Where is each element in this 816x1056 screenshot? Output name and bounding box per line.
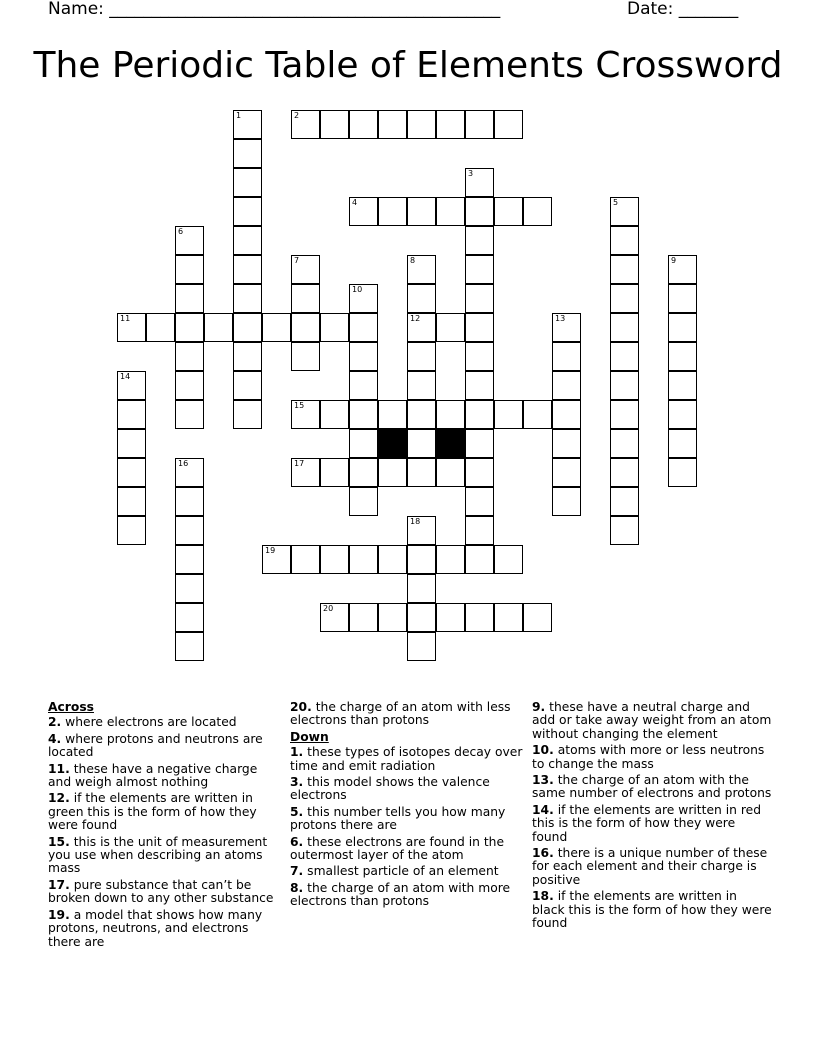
clue-number-label: 15. <box>48 834 70 849</box>
grid-cell[interactable] <box>320 313 349 342</box>
clues-column-3 <box>532 701 772 934</box>
clue-item <box>532 890 772 930</box>
clue-number-label: 18. <box>532 889 554 904</box>
clue-item <box>532 804 772 844</box>
grid-cell[interactable] <box>494 197 523 226</box>
grid-cell[interactable] <box>465 313 494 342</box>
grid-cell[interactable] <box>407 632 436 661</box>
grid-cell[interactable] <box>610 342 639 371</box>
grid-cell[interactable] <box>175 226 204 255</box>
grid-cell[interactable] <box>494 603 523 632</box>
grid-cell[interactable] <box>407 400 436 429</box>
clue-item <box>48 909 282 949</box>
clue-item <box>532 744 772 771</box>
grid-cell[interactable] <box>465 255 494 284</box>
grid-cell[interactable] <box>407 574 436 603</box>
clue-text: atoms with more or less neutrons to change the mass <box>532 743 765 771</box>
clue-text: if the elements are written in red this is the form of how they were found <box>532 802 761 844</box>
grid-cell[interactable] <box>233 284 262 313</box>
grid-cell[interactable] <box>349 603 378 632</box>
clue-text: smallest particle of an element <box>307 864 499 879</box>
black-cell <box>378 429 407 458</box>
grid-cell[interactable] <box>349 400 378 429</box>
clue-text: these electrons are found in the outermost layer of the atom <box>290 834 505 863</box>
grid-cell[interactable] <box>349 342 378 371</box>
grid-cell[interactable] <box>465 458 494 487</box>
clue-number: 7 <box>294 256 300 265</box>
grid-cell[interactable] <box>465 400 494 429</box>
grid-cell[interactable] <box>407 429 436 458</box>
grid-cell[interactable] <box>407 371 436 400</box>
clue-number: 13 <box>555 314 566 323</box>
grid-cell[interactable] <box>668 371 697 400</box>
grid-cell[interactable] <box>407 545 436 574</box>
grid-cell[interactable] <box>378 545 407 574</box>
grid-cell[interactable] <box>436 545 465 574</box>
clue-text: these have a neutral charge and add or take away weight from an atom without changing the element <box>532 700 772 741</box>
grid-cell[interactable] <box>610 284 639 313</box>
grid-cell[interactable] <box>465 603 494 632</box>
clue-number-label: 3. <box>290 775 304 790</box>
clue-number-label: 7. <box>290 864 304 879</box>
down-clue-list-continued <box>532 701 772 931</box>
grid-cell[interactable] <box>117 371 146 400</box>
clue-item <box>48 879 282 906</box>
grid-cell[interactable] <box>610 313 639 342</box>
grid-cell[interactable] <box>465 545 494 574</box>
grid-cell[interactable] <box>465 429 494 458</box>
clue-number-label: 14. <box>532 802 554 817</box>
grid-cell[interactable] <box>523 603 552 632</box>
grid-cell[interactable] <box>291 545 320 574</box>
clue-item <box>48 733 282 760</box>
grid-cell[interactable] <box>175 632 204 661</box>
grid-cell[interactable] <box>436 197 465 226</box>
grid-cell[interactable] <box>610 226 639 255</box>
across-clue-list <box>48 716 282 949</box>
grid-cell[interactable] <box>378 110 407 139</box>
clue-text: if the elements are written in green this is the form of how they were found <box>48 791 257 833</box>
grid-cell[interactable] <box>610 429 639 458</box>
grid-cell[interactable] <box>494 110 523 139</box>
clue-number: 6 <box>178 227 184 236</box>
clue-number: 4 <box>352 198 358 207</box>
grid-cell[interactable] <box>349 458 378 487</box>
grid-cell[interactable] <box>175 400 204 429</box>
clue-number-label: 12. <box>48 791 70 806</box>
grid-cell[interactable] <box>175 342 204 371</box>
grid-cell[interactable] <box>262 313 291 342</box>
grid-cell[interactable] <box>117 458 146 487</box>
grid-cell[interactable] <box>175 603 204 632</box>
clue-text: these have a negative charge and weigh almost nothing <box>48 761 258 790</box>
grid-cell[interactable] <box>494 400 523 429</box>
grid-cell[interactable] <box>668 313 697 342</box>
grid-cell[interactable] <box>117 516 146 545</box>
grid-cell[interactable] <box>465 516 494 545</box>
clue-item <box>532 701 772 741</box>
grid-cell[interactable] <box>523 197 552 226</box>
grid-cell[interactable] <box>668 400 697 429</box>
grid-cell[interactable] <box>320 110 349 139</box>
grid-cell[interactable] <box>146 313 175 342</box>
clue-item <box>48 716 282 729</box>
down-clue-list <box>290 746 524 908</box>
grid-cell[interactable] <box>291 255 320 284</box>
date-field-label: Date: _______ <box>627 0 739 19</box>
clue-text: if the elements are written in black this is the form of how they were found <box>532 889 772 931</box>
clue-item <box>290 806 524 833</box>
clue-text: this model shows the valence electrons <box>290 775 490 803</box>
clue-item <box>290 882 524 909</box>
across-clue-list-continued <box>290 701 524 728</box>
clue-number: 19 <box>265 546 276 555</box>
grid-cell[interactable] <box>291 284 320 313</box>
grid-cell[interactable] <box>233 197 262 226</box>
grid-cell[interactable] <box>668 255 697 284</box>
clue-number: 12 <box>410 314 421 323</box>
grid-cell[interactable] <box>436 400 465 429</box>
clue-number-label: 11. <box>48 761 70 776</box>
grid-cell[interactable] <box>610 197 639 226</box>
grid-cell[interactable] <box>233 139 262 168</box>
grid-cell[interactable] <box>407 284 436 313</box>
clue-number: 2 <box>294 111 300 120</box>
grid-cell[interactable] <box>175 487 204 516</box>
page-title: The Periodic Table of Elements Crossword <box>33 45 783 86</box>
grid-cell[interactable] <box>175 284 204 313</box>
down-heading: Down <box>290 729 329 744</box>
grid-cell[interactable] <box>233 168 262 197</box>
grid-cell[interactable] <box>465 342 494 371</box>
grid-cell[interactable] <box>291 313 320 342</box>
clue-item <box>532 774 772 801</box>
clue-item <box>290 865 524 878</box>
clue-number: 20 <box>323 604 334 613</box>
clue-number-label: 2. <box>48 715 62 730</box>
clue-item <box>48 792 282 832</box>
clue-number-label: 19. <box>48 907 70 922</box>
grid-cell[interactable] <box>175 574 204 603</box>
clue-text: this number tells you how many protons there are <box>290 804 506 833</box>
grid-cell[interactable] <box>291 400 320 429</box>
grid-cell[interactable] <box>436 458 465 487</box>
clue-number: 1 <box>236 111 242 120</box>
grid-cell[interactable] <box>465 487 494 516</box>
grid-cell[interactable] <box>552 400 581 429</box>
grid-cell[interactable] <box>552 371 581 400</box>
grid-cell[interactable] <box>349 487 378 516</box>
grid-cell[interactable] <box>610 400 639 429</box>
clue-number: 17 <box>294 459 305 468</box>
grid-cell[interactable] <box>610 516 639 545</box>
grid-cell[interactable] <box>175 516 204 545</box>
grid-cell[interactable] <box>465 197 494 226</box>
grid-cell[interactable] <box>610 371 639 400</box>
grid-cell[interactable] <box>175 255 204 284</box>
clue-number: 10 <box>352 285 363 294</box>
across-heading: Across <box>48 700 94 714</box>
grid-cell[interactable] <box>378 197 407 226</box>
clue-number-label: 17. <box>48 877 70 892</box>
clue-text: a model that shows how many protons, neutrons, and electrons there are <box>48 907 263 949</box>
grid-cell[interactable] <box>552 429 581 458</box>
grid-cell[interactable] <box>436 603 465 632</box>
grid-cell[interactable] <box>320 458 349 487</box>
grid-cell[interactable] <box>465 371 494 400</box>
grid-cell[interactable] <box>552 342 581 371</box>
clue-text: the charge of an atom with less electrons than protons <box>290 700 511 728</box>
grid-cell[interactable] <box>610 255 639 284</box>
grid-cell[interactable] <box>436 110 465 139</box>
grid-cell[interactable] <box>407 516 436 545</box>
grid-cell[interactable] <box>407 603 436 632</box>
clue-number-label: 8. <box>290 880 304 895</box>
clue-item <box>48 763 282 790</box>
grid-cell[interactable] <box>465 226 494 255</box>
grid-cell[interactable] <box>378 603 407 632</box>
grid-cell[interactable] <box>407 342 436 371</box>
grid-cell[interactable] <box>291 110 320 139</box>
grid-cell[interactable] <box>668 429 697 458</box>
grid-cell[interactable] <box>233 255 262 284</box>
grid-cell[interactable] <box>175 371 204 400</box>
grid-cell[interactable] <box>117 487 146 516</box>
clue-item <box>48 836 282 876</box>
clue-number-label: 4. <box>48 731 62 746</box>
clue-number: 8 <box>410 256 416 265</box>
grid-cell[interactable] <box>349 371 378 400</box>
grid-cell[interactable] <box>349 110 378 139</box>
grid-cell[interactable] <box>291 458 320 487</box>
grid-cell[interactable] <box>407 255 436 284</box>
grid-cell[interactable] <box>436 313 465 342</box>
grid-cell[interactable] <box>610 487 639 516</box>
grid-cell[interactable] <box>233 226 262 255</box>
grid-cell[interactable] <box>349 313 378 342</box>
grid-cell[interactable] <box>320 545 349 574</box>
black-cell <box>436 429 465 458</box>
grid-cell[interactable] <box>552 313 581 342</box>
grid-cell[interactable] <box>407 197 436 226</box>
grid-cell[interactable] <box>117 429 146 458</box>
grid-cell[interactable] <box>465 168 494 197</box>
clue-number-label: 9. <box>532 700 546 714</box>
clue-text: pure substance that can’t be broken down to any other substance <box>48 877 274 906</box>
grid-cell[interactable] <box>175 458 204 487</box>
grid-cell[interactable] <box>233 313 262 342</box>
clue-number: 18 <box>410 517 421 526</box>
grid-cell[interactable] <box>320 400 349 429</box>
grid-cell[interactable] <box>523 400 552 429</box>
clue-number-label: 10. <box>532 743 554 758</box>
grid-cell[interactable] <box>668 458 697 487</box>
clue-text: where protons and neutrons are located <box>48 731 263 760</box>
grid-cell[interactable] <box>610 458 639 487</box>
grid-cell[interactable] <box>668 342 697 371</box>
clue-number: 5 <box>613 198 619 207</box>
clue-number: 3 <box>468 169 474 178</box>
grid-cell[interactable] <box>349 197 378 226</box>
grid-cell[interactable] <box>233 371 262 400</box>
clues-column-2 <box>290 701 524 912</box>
grid-cell[interactable] <box>117 400 146 429</box>
grid-cell[interactable] <box>668 284 697 313</box>
grid-cell[interactable] <box>407 110 436 139</box>
clue-number-label: 5. <box>290 804 304 819</box>
grid-cell[interactable] <box>204 313 233 342</box>
name-field-label: Name: ______________________________________________ <box>48 0 501 19</box>
grid-cell[interactable] <box>465 284 494 313</box>
clue-item <box>290 746 524 773</box>
clue-text: where electrons are located <box>65 715 237 730</box>
clue-number-label: 1. <box>290 745 304 760</box>
clue-item <box>290 836 524 863</box>
grid-cell[interactable] <box>378 400 407 429</box>
clue-number: 14 <box>120 372 131 381</box>
grid-cell[interactable] <box>175 313 204 342</box>
grid-cell[interactable] <box>552 487 581 516</box>
clue-number: 11 <box>120 314 131 323</box>
clue-text: the charge of an atom with the same number of electrons and protons <box>532 773 772 801</box>
clue-number: 9 <box>671 256 677 265</box>
clue-text: this is the unit of measurement you use when describing an atoms mass <box>48 834 268 876</box>
clue-number-label: 20. <box>290 700 312 714</box>
clue-number-label: 13. <box>532 773 554 788</box>
clue-item <box>532 847 772 887</box>
clue-number-label: 6. <box>290 834 304 849</box>
clue-number: 16 <box>178 459 189 468</box>
grid-cell[interactable] <box>407 458 436 487</box>
grid-cell[interactable] <box>320 603 349 632</box>
clue-text: there is a unique number of these for each element and their charge is positive <box>532 846 768 887</box>
clues-column-1 <box>48 701 282 952</box>
clue-number-label: 16. <box>532 846 554 861</box>
grid-cell[interactable] <box>262 545 291 574</box>
grid-cell[interactable] <box>349 284 378 313</box>
grid-cell[interactable] <box>233 342 262 371</box>
grid-cell[interactable] <box>349 429 378 458</box>
grid-cell[interactable] <box>291 342 320 371</box>
grid-cell[interactable] <box>233 110 262 139</box>
grid-cell[interactable] <box>117 313 146 342</box>
grid-cell[interactable] <box>175 545 204 574</box>
clue-number: 15 <box>294 401 305 410</box>
clue-item <box>290 776 524 803</box>
grid-cell[interactable] <box>378 458 407 487</box>
grid-cell[interactable] <box>233 400 262 429</box>
grid-cell[interactable] <box>552 458 581 487</box>
clue-text: these types of isotopes decay over time and emit radiation <box>290 745 523 773</box>
clue-text: the charge of an atom with more electrons than protons <box>290 880 511 909</box>
grid-cell[interactable] <box>407 313 436 342</box>
grid-cell[interactable] <box>465 110 494 139</box>
grid-cell[interactable] <box>349 545 378 574</box>
clue-item <box>290 701 524 728</box>
grid-cell[interactable] <box>494 545 523 574</box>
